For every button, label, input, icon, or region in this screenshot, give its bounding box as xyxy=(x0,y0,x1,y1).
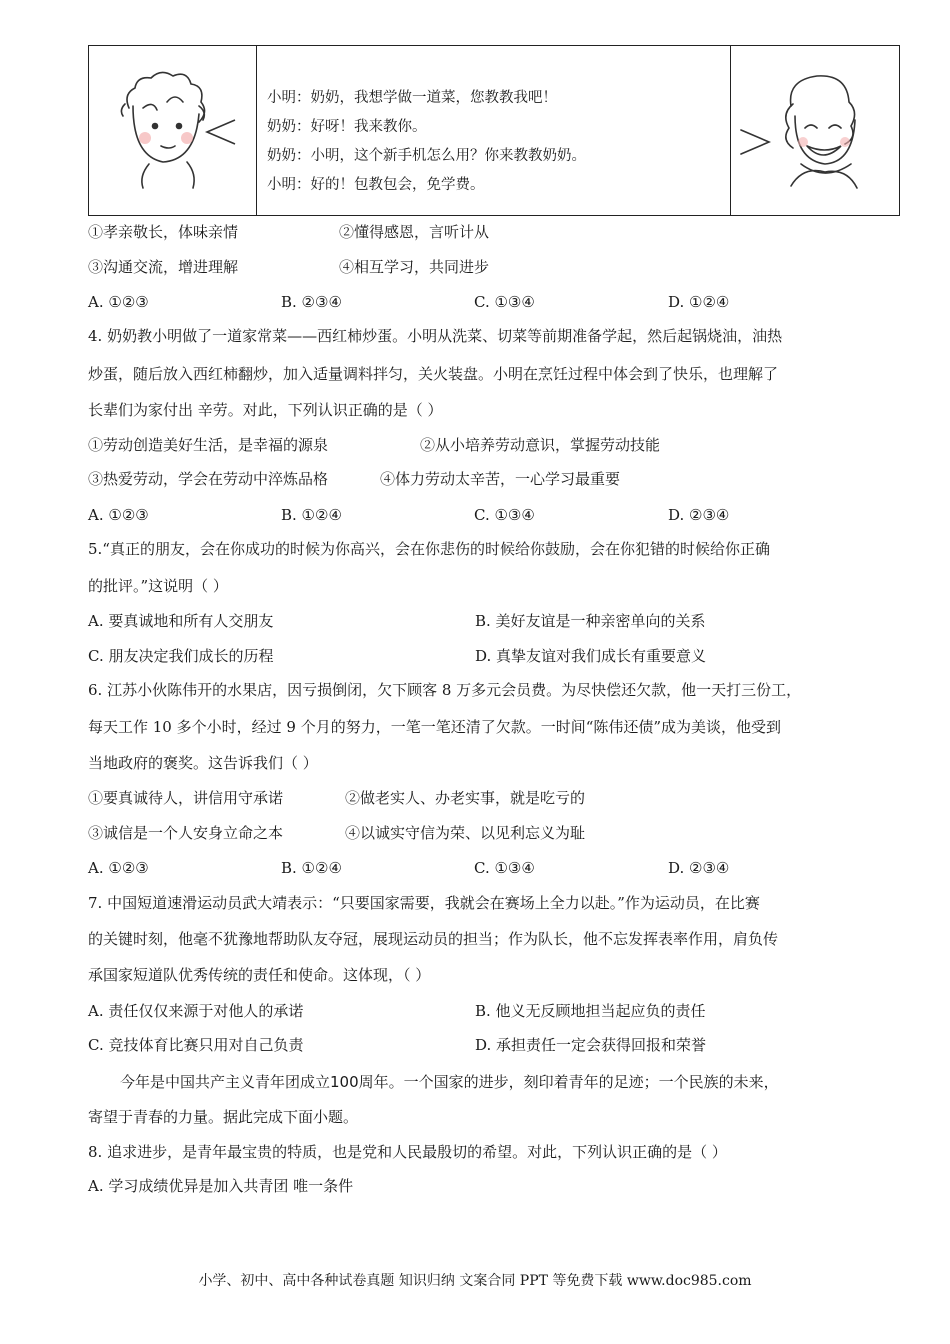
q6-stem-line: 每天工作 10 多个小时，经过 9 个月的努力，一笔一笔还清了欠款。一时间“陈伟还债”成为美谈，他受到 xyxy=(88,718,782,736)
q3-option-b[interactable]: B. ②③④ xyxy=(281,293,342,311)
q4-option-d[interactable]: D. ②③④ xyxy=(668,506,730,524)
q4-item-1: ①劳动创造美好生活，是幸福的源泉 xyxy=(88,436,329,454)
grandma-cartoon-icon xyxy=(731,46,899,214)
q6-item-1: ①要真诚待人，讲信用守承诺 xyxy=(88,789,284,807)
q4-item-2: ②从小培养劳动意识，掌握劳动技能 xyxy=(420,436,661,454)
boy-cartoon-icon xyxy=(89,46,254,214)
q5-option-d[interactable]: D. 真挚友谊对我们成长有重要意义 xyxy=(475,647,707,665)
q5-option-b[interactable]: B. 美好友谊是一种亲密单向的关系 xyxy=(475,612,706,630)
q3-option-d[interactable]: D. ①②④ xyxy=(668,293,730,311)
q3-item-4: ④相互学习，共同进步 xyxy=(339,258,490,276)
q4-option-b[interactable]: B. ①②④ xyxy=(281,506,342,524)
q6-stem-line: 当地政府的褒奖。这告诉我们（ ） xyxy=(88,754,318,772)
q6-option-c[interactable]: C. ①③④ xyxy=(474,859,535,877)
q7-option-a[interactable]: A. 责任仅仅来源于对他人的承诺 xyxy=(88,1002,304,1020)
grandma-illustration-cell xyxy=(731,46,899,215)
q5-option-c[interactable]: C. 朋友决定我们成长的历程 xyxy=(88,647,274,665)
context-paragraph-line: 今年是中国共产主义青年团成立100周年。一个国家的进步，刻印着青年的足迹；一个民族的未来， xyxy=(120,1073,779,1091)
dialogue-line: 奶奶：小明，这个新手机怎么用？你来教教奶奶。 xyxy=(267,148,586,164)
dialogue-line: 小明：好的！包教包会，免学费。 xyxy=(267,177,485,193)
q7-option-d[interactable]: D. 承担责任一定会获得回报和荣誉 xyxy=(475,1036,707,1054)
q6-option-d[interactable]: D. ②③④ xyxy=(668,859,730,877)
q6-option-b[interactable]: B. ①②④ xyxy=(281,859,342,877)
q5-stem-line: 5.“真正的朋友，会在你成功的时候为你高兴，会在你悲伤的时候给你鼓励，会在你犯错的时候给你正确 xyxy=(88,540,770,558)
dialogue-line: 小明：奶奶，我想学做一道菜，您教教我吧！ xyxy=(267,90,557,106)
q7-stem-line: 承国家短道队优秀传统的责任和使命。这体现，（ ） xyxy=(88,966,431,984)
boy-illustration-cell xyxy=(89,46,257,215)
q4-stem-line: 4. 奶奶教小明做了一道家常菜——西红柿炒蛋。小明从洗菜、切菜等前期准备学起，然后起锅烧油，油热 xyxy=(88,327,783,345)
q6-item-4: ④以诚实守信为荣、以见利忘义为耻 xyxy=(345,824,586,842)
q3-item-1: ①孝亲敬长，体味亲情 xyxy=(88,223,239,241)
q7-option-b[interactable]: B. 他义无反顾地担当起应负的责任 xyxy=(475,1002,706,1020)
q4-option-a[interactable]: A. ①②③ xyxy=(88,506,149,524)
dialogue-table xyxy=(88,45,900,216)
q3-item-3: ③沟通交流，增进理解 xyxy=(88,258,239,276)
q8-stem-line: 8. 追求进步，是青年最宝贵的特质，也是党和人民最殷切的希望。对此，下列认识正确的是（ ） xyxy=(88,1143,727,1161)
q5-stem-line: 的批评。”这说明（ ） xyxy=(88,577,228,595)
q8-option-a[interactable]: A. 学习成绩优异是加入共青团 唯一条件 xyxy=(88,1177,354,1195)
q4-stem-line: 长辈们为家付出 辛劳。对此，下列认识正确的是（ ） xyxy=(88,401,443,419)
context-paragraph-line: 寄望于青春的力量。据此完成下面小题。 xyxy=(88,1108,359,1126)
q7-stem-line: 7. 中国短道速滑运动员武大靖表示：“只要国家需要，我就会在赛场上全力以赴。”作为运动员，在比赛 xyxy=(88,894,760,912)
dialogue-line: 奶奶：好呀！我来教你。 xyxy=(267,119,427,135)
q4-option-c[interactable]: C. ①③④ xyxy=(474,506,535,524)
q5-option-a[interactable]: A. 要真诚地和所有人交朋友 xyxy=(88,612,274,630)
q6-item-3: ③诚信是一个人安身立命之本 xyxy=(88,824,284,842)
page-footer: 小学、初中、高中各种试卷真题 知识归纳 文案合同 PPT 等免费下载 www.doc985.com xyxy=(198,1273,752,1289)
q7-option-c[interactable]: C. 竞技体育比赛只用对自己负责 xyxy=(88,1036,304,1054)
q4-stem-line: 炒蛋，随后放入西红柿翻炒，加入适量调料拌匀，关火装盘。小明在烹饪过程中体会到了快乐，也理解了 xyxy=(88,365,779,383)
q4-item-4: ④体力劳动太辛苦，一心学习最重要 xyxy=(380,470,621,488)
q3-option-c[interactable]: C. ①③④ xyxy=(474,293,535,311)
q6-option-a[interactable]: A. ①②③ xyxy=(88,859,149,877)
dialogue-text-cell xyxy=(257,46,731,215)
q6-item-2: ②做老实人、办老实事，就是吃亏的 xyxy=(345,789,586,807)
q6-stem-line: 6. 江苏小伙陈伟开的水果店，因亏损倒闭，欠下顾客 8 万多元会员费。为尽快偿还欠款，他一天打三份工， xyxy=(88,681,802,699)
q3-option-a[interactable]: A. ①②③ xyxy=(88,293,149,311)
q7-stem-line: 的关键时刻，他毫不犹豫地帮助队友夺冠，展现运动员的担当；作为队长，他不忘发挥表率作用，肩负传 xyxy=(88,930,779,948)
q3-item-2: ②懂得感恩，言听计从 xyxy=(339,223,490,241)
q4-item-3: ③热爱劳动，学会在劳动中淬炼品格 xyxy=(88,470,329,488)
